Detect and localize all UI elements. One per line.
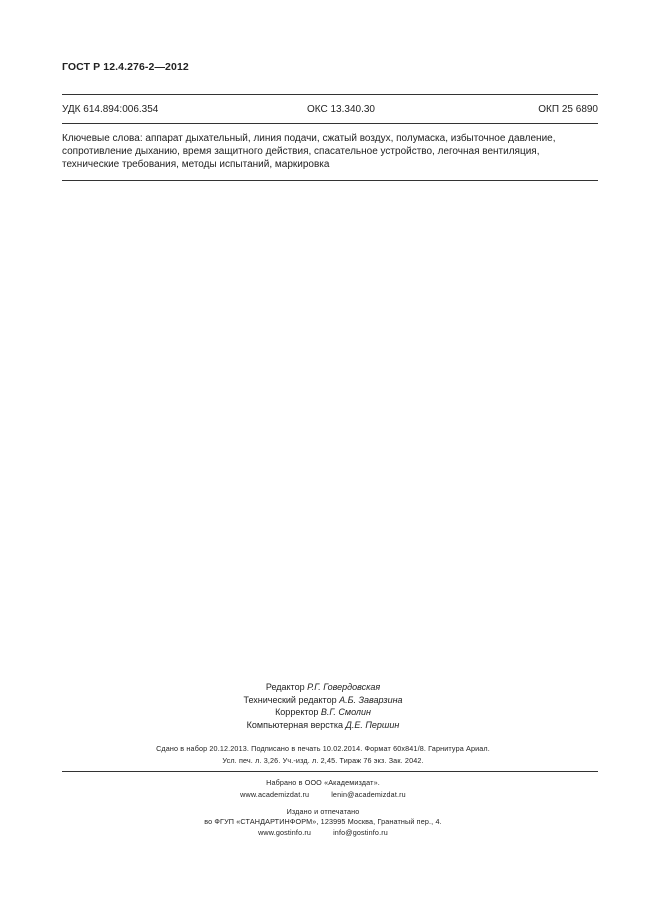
keywords-line: сопротивление дыханию, время защитного действия, спасательное устройство, легочная вентиляция, <box>62 146 540 157</box>
credit-layout <box>0 719 646 732</box>
imprint-line-2: Усл. печ. л. 3,26. Уч.-изд. л. 2,45. Тираж 76 экз. Зак. 2042. <box>222 756 424 765</box>
typeset-line: Набрано в ООО «Академиздат». <box>266 778 380 787</box>
credit-name: В.Г. Смолин <box>320 707 371 717</box>
credit-editor <box>0 681 646 694</box>
printed-contacts <box>0 827 646 839</box>
credit-label: Редактор <box>265 682 308 692</box>
imprint-line-1: Сдано в набор 20.12.2013. Подписано в печать 10.02.2014. Формат 60x841/8. Гарнитура Ариал. <box>156 744 490 753</box>
typeset-site-link[interactable]: www.academizdat.ru <box>240 790 310 799</box>
typeset-contacts <box>0 789 646 801</box>
credit-corrector <box>0 706 646 719</box>
credit-name: Д.Е. Першин <box>345 719 400 730</box>
divider-top <box>62 94 598 95</box>
credit-name: А.Б. Заварзина <box>339 694 403 705</box>
credits-block <box>0 681 646 731</box>
oks-code: ОКС 13.340.30 <box>307 104 375 115</box>
credit-tech-editor <box>0 694 646 707</box>
okp-code: ОКП 25 6890 <box>538 104 598 115</box>
standard-number: ГОСТ Р 12.4.276-2—2012 <box>62 61 189 73</box>
printed-site-link[interactable]: www.gostinfo.ru <box>258 828 312 837</box>
typeset-email-link[interactable]: lenin@academizdat.ru <box>331 790 406 799</box>
printed-org: во ФГУП «СТАНДАРТИНФОРМ», 123995 Москва, Гранатный пер., 4. <box>204 817 442 826</box>
keywords-block <box>62 132 602 171</box>
printed-line: Издано и отпечатано <box>286 807 360 816</box>
keywords-line: технические требования, методы испытаний, маркировка <box>62 159 330 170</box>
credit-name: Р.Г. Говердовская <box>307 682 381 692</box>
printed-email-link[interactable]: info@gostinfo.ru <box>333 828 388 837</box>
credit-label: Корректор <box>275 707 321 717</box>
credit-label: Компьютерная верстка <box>246 719 346 730</box>
udk-code: УДК 614.894:006.354 <box>62 104 159 115</box>
keywords-line: Ключевые слова: аппарат дыхательный, линия подачи, сжатый воздух, полумаска, избыточное давление, <box>62 133 556 144</box>
divider-imprint <box>62 771 598 772</box>
divider-keywords <box>62 180 598 181</box>
divider-mid <box>62 123 598 124</box>
credit-label: Технический редактор <box>243 694 340 705</box>
